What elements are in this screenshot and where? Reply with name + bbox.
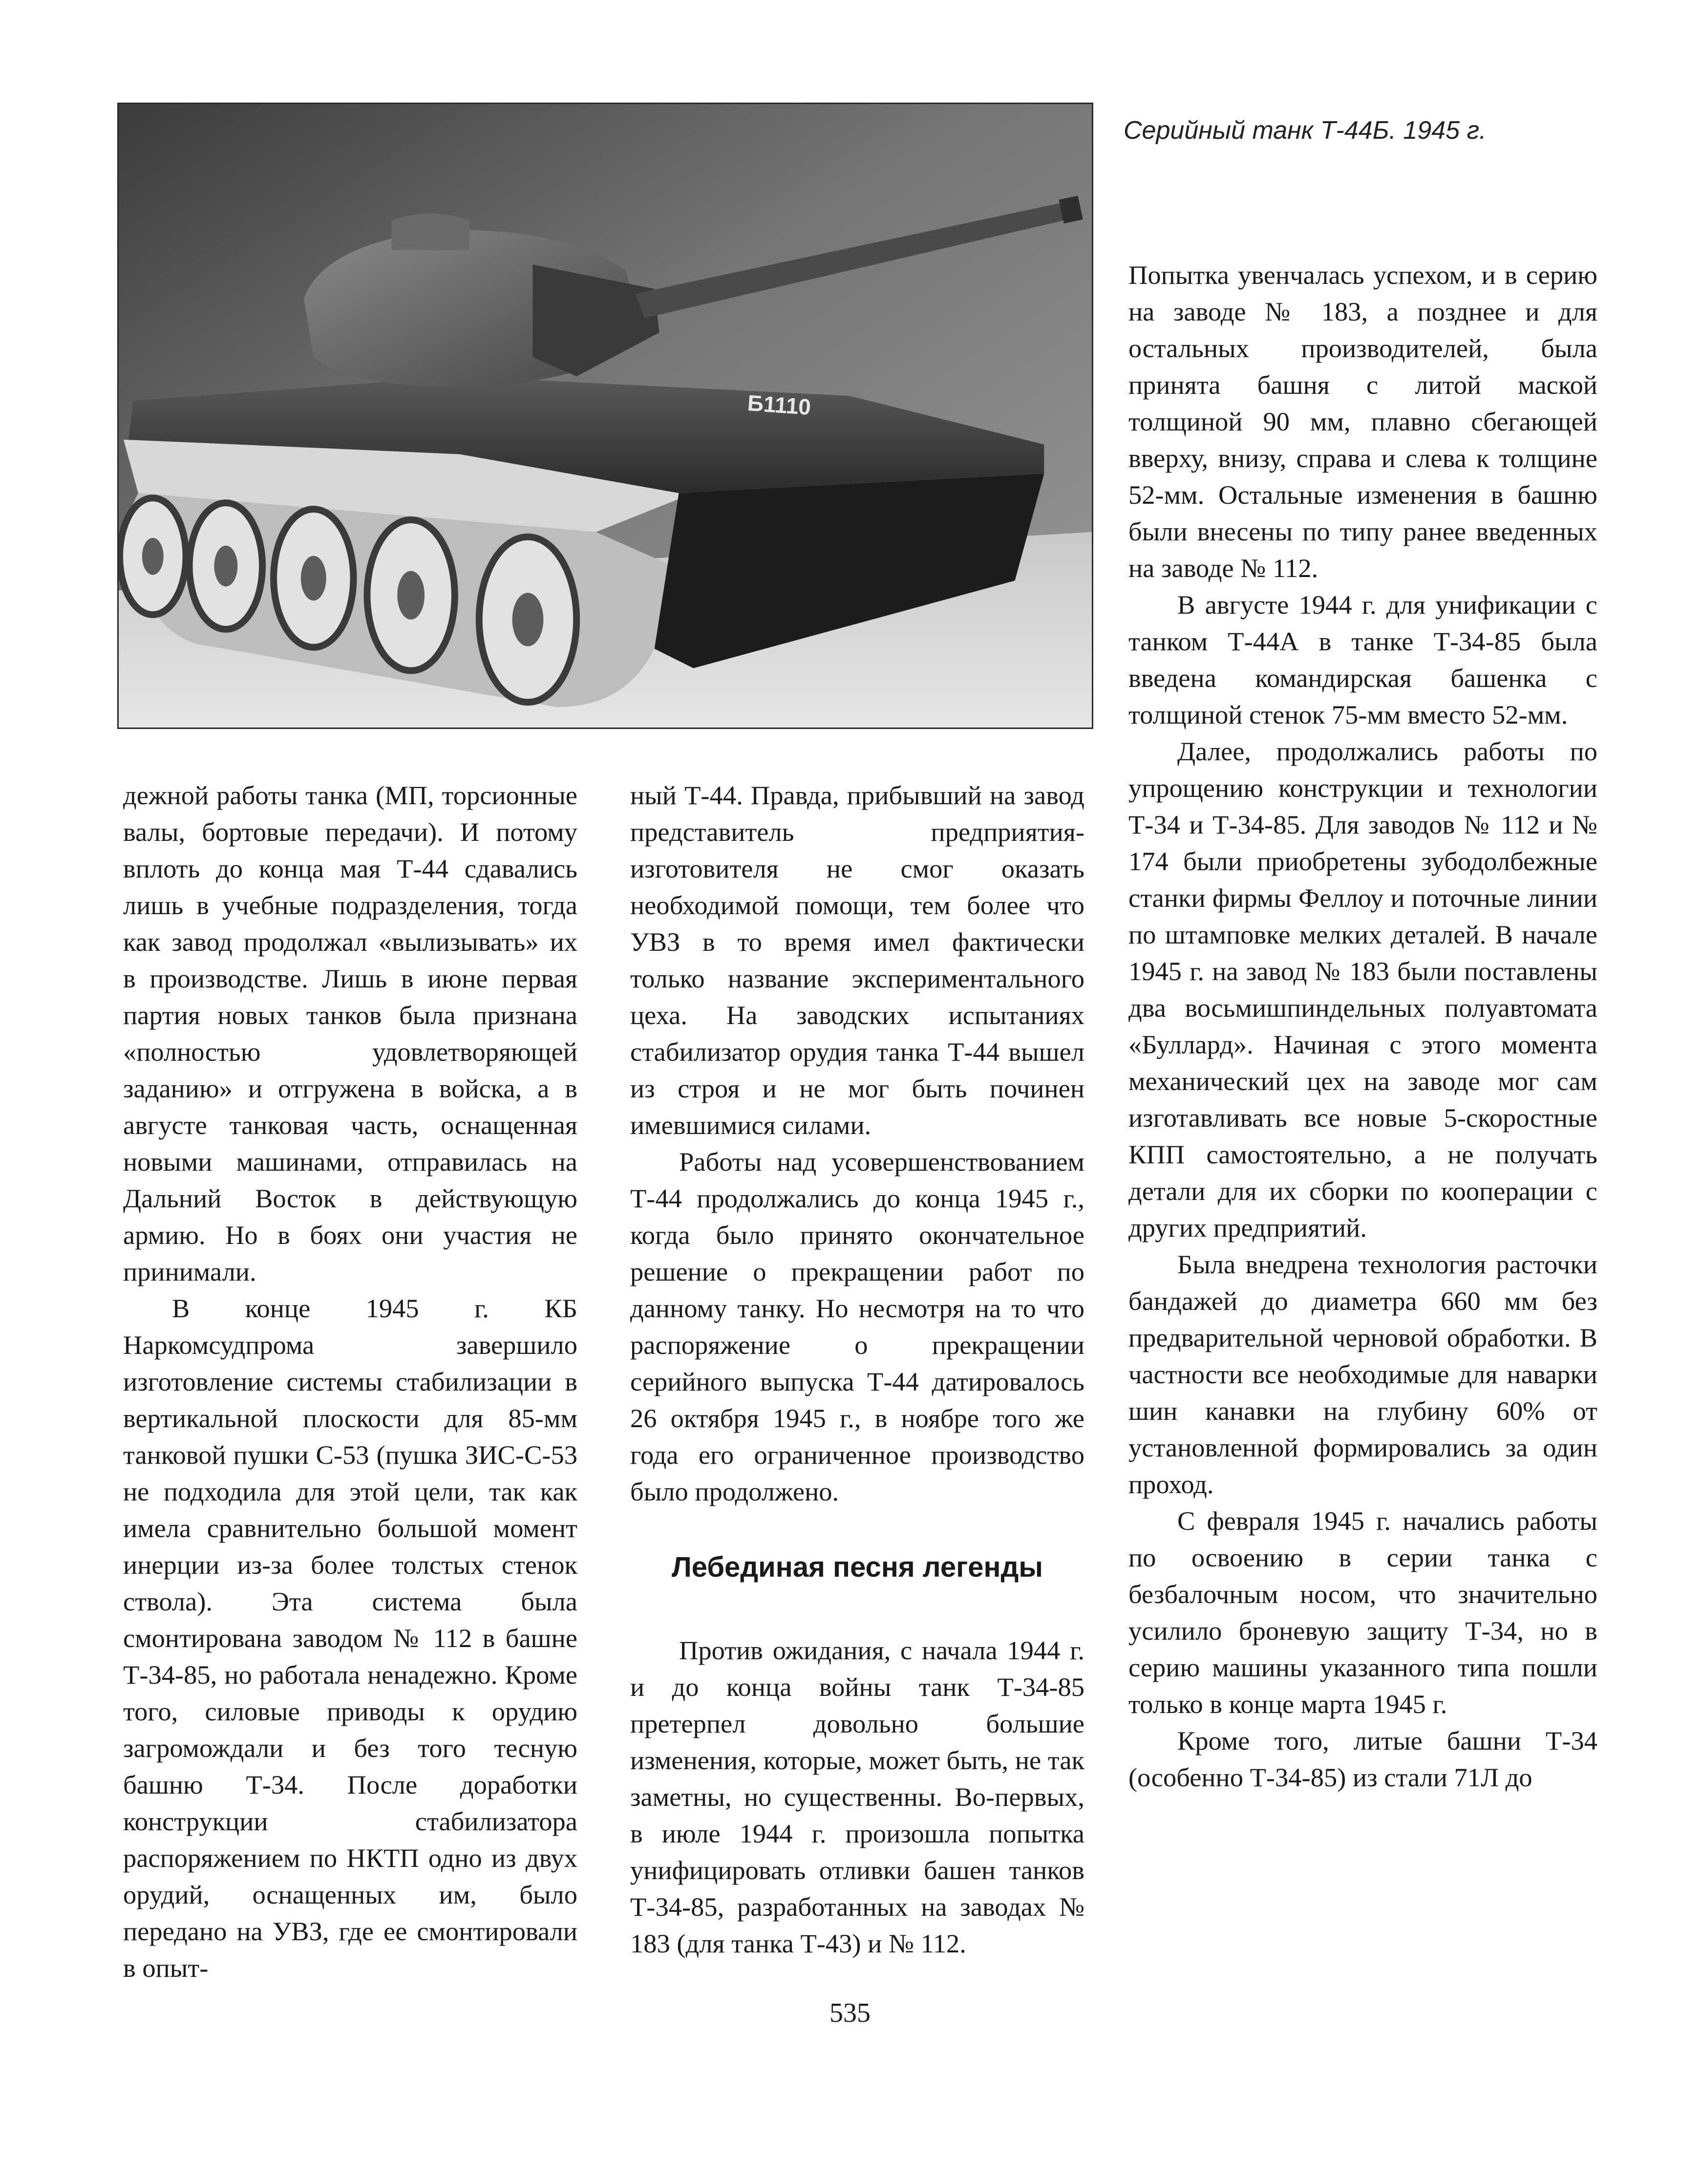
paragraph: Попытка увенчалась успехом, и в серию на заводе № 183, а позднее и для остальных производителей, была принята башня с литой маской толщиной 90 мм, плавно сбегающей вверху, внизу, справа и слева к толщине 52-мм. Остальные изменения в башню были внесены по типу ранее введенных на заводе № 112. <box>1128 260 1597 583</box>
paragraph: Далее, продолжались работы по упрощению конструкции и технологии Т-34 и Т-34-85. Для заводов № 112 и № 174 были приобретены зубодолбежные станки фирмы Феллоу и поточные линии по штамповке мелких деталей. В начале 1945 г. на завод № 183 были поставлены два восьмишпиндельных полуавтомата «Буллард». Начиная с этого момента механический цех на заводе мог сам изготавливать все новые 5-скоростные КПП самостоятельно, а не получать детали для их сборки по кооперации с других предприятий. <box>1128 736 1597 1242</box>
paragraph: Была внедрена технология расточки бандажей до диаметра 660 мм без предварительной черновой обработки. В частности все необходимые для наварки шин канавки на глубину 60% от установленной формировались за один проход. <box>1128 1249 1597 1499</box>
paragraph: С февраля 1945 г. начались работы по освоению в серии танка с безбалочным носом, что значительно усилило броневую защиту Т-34, но в серию машины указанного типа пошли только в конце марта 1945 г. <box>1128 1506 1597 1719</box>
paragraph: В августе 1944 г. для унификации с танком Т-44А в танке Т-34-85 была введена командирская башенка с толщиной стенок 75-мм вместо 52-мм. <box>1128 590 1597 729</box>
figure-caption: Серийный танк Т-44Б. 1945 г. <box>1124 116 1487 145</box>
tank-illustration <box>119 104 1092 728</box>
paragraph: Работы над усовершенствованием Т-44 продолжались до конца 1945 г., когда было принято окончательное решение о прекращении работ по данному танку. Но несмотря на то что распоряжение о прекращении серийного выпуска Т-44 датировалось 26 октября 1945 г., в ноябре того же года его ограниченное производство было продолжено. <box>630 1147 1084 1506</box>
tank-photo <box>117 103 1093 729</box>
commander-cupola <box>391 214 469 250</box>
left-column <box>123 777 577 1986</box>
paragraph: Против ожидания, с начала 1944 г. и до конца войны танк Т-34-85 претерпел довольно большие изменения, которые, может быть, не так заметны, но существенны. Во-первых, в июле 1944 г. произошла попытка унифицировать отливки башен танков Т-34-85, разработанных на заводах № 183 (для танка Т-43) и № 112. <box>630 1635 1084 1958</box>
section-heading: Лебединая песня легенды <box>672 1551 1043 1583</box>
hull-marking: Б1110 <box>746 390 812 420</box>
paragraph: дежной работы танка (МП, торсионные валы, бортовые передачи). И потому вплоть до конца мая Т-44 сдавались лишь в учебные подразделения, тогда как завод продолжал «вылизывать» их в производстве. Лишь в июне первая партия новых танков была признана «полностью удовлетворяющей заданию» и отгружена в войска, а в августе танковая часть, оснащенная новыми машинами, отправилась на Дальний Восток в действующую армию. Но в боях они участия не принимали. <box>123 780 577 1286</box>
middle-column <box>630 777 1084 1962</box>
paragraph: Кроме того, литые башни Т-34 (особенно Т-34-85) из стали 71Л до <box>1128 1726 1597 1792</box>
paragraph: В конце 1945 г. КБ Наркомсудпрома завершило изготовление системы стабилизации в вертикальной плоскости для 85-мм танковой пушки С-53 (пушка ЗИС-С-53 не подходила для этой цели, так как имела сравнительно большой момент инерции из-за более толстых стенок ствола). Эта система была смонтирована заводом № 112 в башне Т-34-85, но работала ненадежно. Кроме того, силовые приводы к орудию загромождали и без того тесную башню Т-34. После доработки конструкции стабилизатора распоряжением по НКТП одно из двух орудий, оснащенных им, было передано на УВЗ, где ее смонтировали в опыт- <box>123 1293 577 1983</box>
page-number: 535 <box>829 1998 871 2028</box>
right-column <box>1128 257 1597 1796</box>
paragraph: ный Т-44. Правда, прибывший на завод представитель предприятия-изготовителя не смог оказать необходимой помощи, тем более что УВЗ в то время имел фактически только название экспериментального цеха. На заводских испытаниях стабилизатор орудия танка Т-44 вышел из строя и не мог быть починен имевшимися силами. <box>630 780 1084 1140</box>
